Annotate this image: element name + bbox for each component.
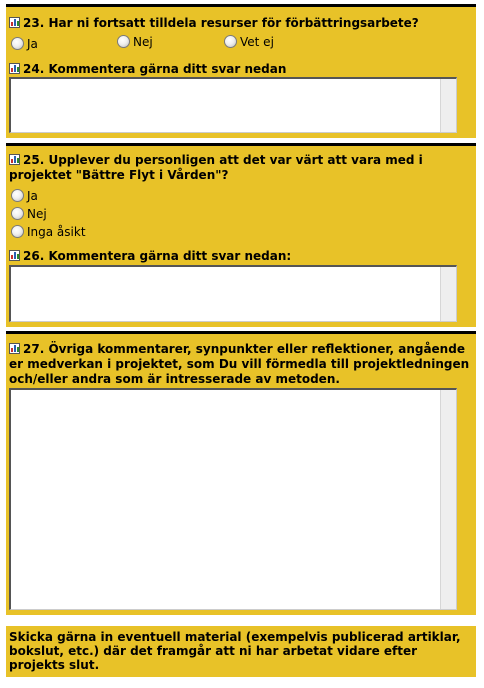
question-23-number: 23.	[23, 16, 45, 30]
q25-option-ja[interactable]	[11, 189, 38, 203]
q25-option-nej[interactable]	[11, 207, 47, 221]
question-26	[9, 249, 472, 264]
q27-comment-textarea[interactable]	[9, 388, 457, 610]
question-24-number: 24.	[23, 62, 45, 76]
textarea-scrollbar[interactable]	[440, 79, 456, 132]
bar-chart-icon[interactable]	[9, 154, 20, 165]
q25-option-nej-label: Nej	[27, 207, 47, 221]
question-27-text: Övriga kommentarer, synpunkter eller reflektioner, angående er medverkan i projektet, som Du vill förmedla till projektledningen och/eller andra som är intresserade av metoden.	[9, 342, 470, 386]
q23-option-vet-ej[interactable]	[224, 35, 274, 49]
bar-chart-icon[interactable]	[9, 63, 20, 74]
q23-option-ja[interactable]	[11, 37, 38, 51]
radio-button[interactable]	[224, 35, 237, 48]
bar-chart-icon[interactable]	[9, 17, 20, 28]
q23-option-nej[interactable]	[117, 35, 153, 49]
footer-note-block	[6, 626, 476, 677]
footer-note: Skicka gärna in eventuell material (exempelvis publicerad artiklar, bokslut, etc.) där det framgår att ni har arbetat vidare efter projekts slut.	[9, 630, 461, 672]
question-25-text: Upplever du personligen att det var värt att vara med i projektet "Bättre Flyt i Vården"?	[9, 153, 423, 182]
question-24-text: Kommentera gärna ditt svar nedan	[48, 62, 287, 76]
question-27-number: 27.	[23, 342, 45, 356]
radio-button[interactable]	[117, 35, 130, 48]
question-25	[9, 153, 472, 183]
bar-chart-icon[interactable]	[9, 343, 20, 354]
q24-comment-textarea[interactable]	[9, 77, 457, 133]
q26-comment-textarea[interactable]	[9, 265, 457, 322]
q23-option-vet-ej-label: Vet ej	[240, 35, 274, 49]
radio-button[interactable]	[11, 37, 24, 50]
q25-option-inga-asikt-label: Inga åsikt	[27, 225, 86, 239]
radio-button[interactable]	[11, 207, 24, 220]
question-26-text: Kommentera gärna ditt svar nedan:	[48, 249, 292, 263]
q23-option-nej-label: Nej	[133, 35, 153, 49]
question-25-number: 25.	[23, 153, 45, 167]
question-23-text: Har ni fortsatt tilldela resurser för förbättringsarbete?	[48, 16, 419, 30]
section-divider	[6, 4, 476, 7]
question-23	[9, 16, 472, 31]
section-divider	[6, 331, 476, 334]
question-27	[9, 342, 472, 387]
q25-option-ja-label: Ja	[27, 189, 38, 203]
question-24	[9, 62, 472, 77]
radio-button[interactable]	[11, 225, 24, 238]
bar-chart-icon[interactable]	[9, 250, 20, 261]
textarea-scrollbar[interactable]	[440, 390, 456, 609]
question-block-27	[6, 331, 476, 615]
question-26-number: 26.	[23, 249, 45, 263]
q25-option-inga-asikt[interactable]	[11, 225, 86, 239]
q23-option-ja-label: Ja	[27, 37, 38, 51]
question-block-23-24	[6, 4, 476, 138]
question-block-25-26	[6, 143, 476, 327]
textarea-scrollbar[interactable]	[440, 267, 456, 321]
radio-button[interactable]	[11, 189, 24, 202]
section-divider	[6, 143, 476, 146]
